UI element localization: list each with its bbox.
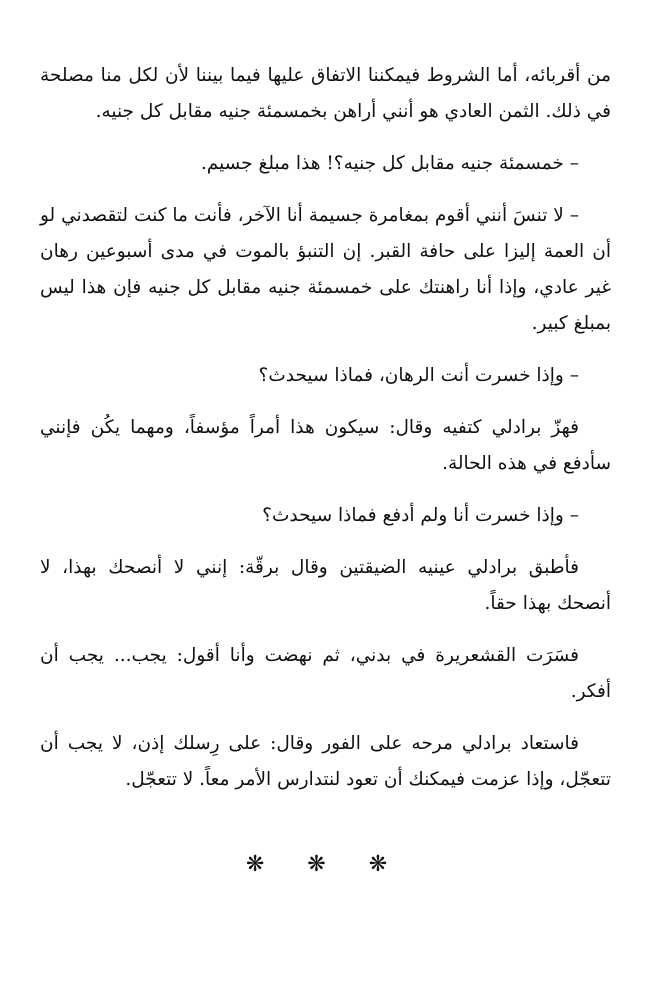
paragraph-6: – وإذا خسرت أنا ولم أدفع فماذا سيحدث؟ — [262, 505, 579, 526]
paragraph-2: – خمسمئة جنيه مقابل كل جنيه؟! هذا مبلغ جسيم. — [200, 153, 579, 174]
paragraph-1: من أقربائه، أما الشروط فيمكننا الاتفاق عليها فيما بيننا لأن لكل منا مصلحة في ذلك. الثمن العادي هو أنني أراهن بخمسمئة جنيه مقابل كل جنيه. — [40, 65, 611, 122]
paragraph-4: – وإذا خسرت أنت الرهان، فماذا سيحدث؟ — [258, 365, 579, 386]
paragraph-7: فأطبق برادلي عينيه الضيقتين وقال برقّة: إنني لا أنصحك بهذا، لا أنصحك بهذا حقاً. — [40, 557, 611, 614]
book-page-text — [40, 58, 611, 814]
paragraph-9: فاستعاد برادلي مرحه على الفور وقال: على رِسلك إذن، لا يجب أن تتعجّل، وإذا عزمت فيمكنك أن تعود لنتدارس الأمر معاً. لا تتعجّل. — [40, 733, 611, 790]
paragraph-5: فهزّ برادلي كتفيه وقال: سيكون هذا أمراً مؤسفاً، ومهما يكُن فإنني سأدفع في هذه الحالة. — [40, 417, 611, 474]
paragraph-8: فسَرَت القشعريرة في بدني، ثم نهضت وأنا أقول: يجب... يجب أن أفكر. — [40, 645, 611, 702]
section-separator: ❋ ❋ ❋ — [245, 852, 406, 877]
paragraph-3: – لا تنسَ أنني أقوم بمغامرة جسيمة أنا الآخر، فأنت ما كنت لتقصدني لو أن العمة إليزا على حافة القبر. إن التنبؤ بالموت في مدى أسبوعين رهان غير عادي، وإذا أنا راهنتك على خمسمئة جنيه مقابل كل جنيه فإن هذا ليس بمبلغ كبير. — [40, 205, 611, 334]
